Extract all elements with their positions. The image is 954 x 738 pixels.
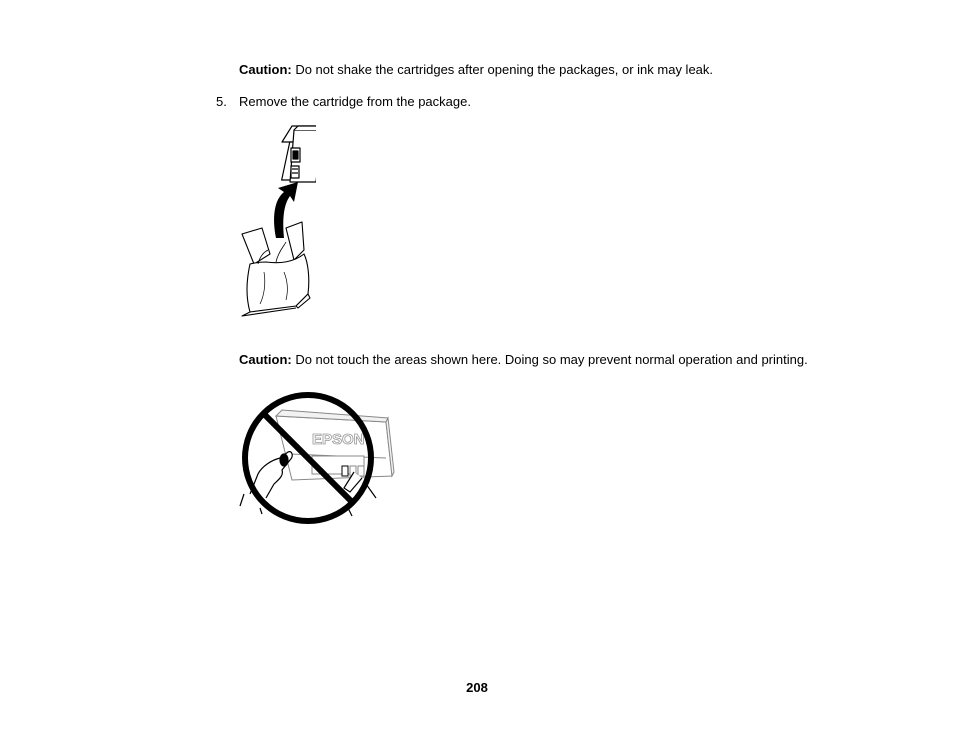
caution-note-shake	[239, 62, 713, 78]
remove-cartridge-illustration	[236, 122, 316, 322]
caution-label: Caution:	[239, 62, 292, 77]
caution-label: Caution:	[239, 352, 292, 367]
ink-cartridge-icon	[282, 126, 316, 182]
caution-text: Do not touch the areas shown here. Doing so may prevent normal operation and printing.	[291, 352, 808, 367]
caution-text: Do not shake the cartridges after opening the packages, or ink may leak.	[291, 62, 714, 77]
caution-note-touch	[239, 352, 808, 368]
do-not-touch-illustration	[236, 388, 398, 530]
step-text: Remove the cartridge from the package.	[239, 94, 471, 109]
step-number: 5.	[216, 94, 227, 109]
page-number: 208	[466, 680, 488, 695]
step-remove-cartridge	[216, 94, 471, 110]
brand-label: EPSON	[312, 431, 365, 448]
